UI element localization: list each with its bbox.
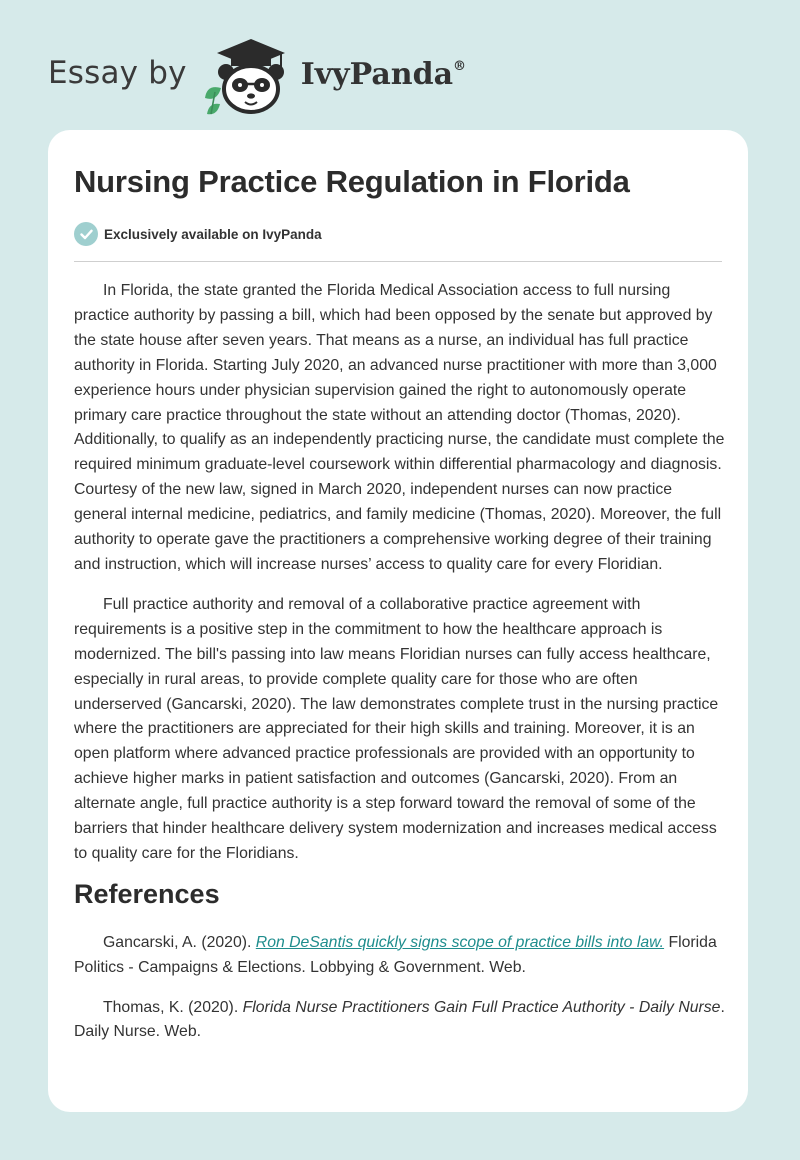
paragraph: In Florida, the state granted the Florida Medical Association access to full nursing practice authority by passing a bill, which had been opposed by the senate but approved by the state house after seven years. That means as a nurse, an individual has full practice authority in Florida. Starting July 2020, an advanced nurse practitioner with more than 3,000 experience hours under physician supervision gained the right to autonomously operate primary care practice throughout the state without an attending doctor (Thomas, 2020). Additionally, to qualify as an independently practicing nurse, the candidate must complete the required minimum graduate-level coursework within differential pharmacology and diagnosis. Courtesy of the new law, signed in March 2020, independent nurses can now practice general internal medicine, pediatrics, and family medicine (Thomas, 2020). Moreover, the full authority to operate gave the practitioners a comprehensive working degree of their training and instruction, which will increase nurses’ access to quality care for every Floridian. [74, 282, 725, 573]
references-heading: References [74, 878, 220, 909]
divider [74, 261, 722, 262]
essay-card [48, 130, 748, 1112]
paragraph: Full practice authority and removal of a collaborative practice agreement with requirements is a positive step in the commitment to how the healthcare approach is modernized. The bill's passing into law means Floridian nurses can fully access healthcare, especially in rural areas, to provide complete quality care for those who are often underserved (Gancarski, 2020). The law demonstrates complete trust in the nursing practice where the practitioners are appreciated for their high skills and training. Moreover, it is an open platform where advanced practice professionals are provided with an opportunity to achieve higher marks in patient satisfaction and outcomes (Gancarski, 2020). From an alternate angle, full practice authority is a step forward toward the removal of some of the barriers that hinder healthcare delivery system modernization and increases medical access to quality care for the Floridians. [74, 595, 719, 862]
reference-prefix: Gancarski, A. (2020). [103, 933, 256, 951]
reference-item [74, 996, 726, 1046]
essay-by-label: Essay by [48, 55, 187, 91]
reference-link[interactable]: Ron DeSantis quickly signs scope of practice bills into law. [255, 933, 665, 951]
reference-title: Florida Nurse Practitioners Gain Full Practice Authority - Daily Nurse [242, 998, 721, 1016]
site-header [48, 36, 648, 116]
essay-body [74, 279, 726, 1060]
registered-mark: ® [453, 58, 467, 74]
check-circle-icon [74, 222, 98, 246]
reference-prefix: Thomas, K. (2020). [103, 998, 243, 1016]
exclusive-badge [74, 222, 322, 246]
panda-logo-icon[interactable] [201, 36, 297, 116]
brand-name[interactable]: IvyPanda® [300, 56, 467, 92]
reference-item [74, 931, 726, 981]
badge-label: Exclusively available on IvyPanda [104, 226, 322, 242]
page-title: Nursing Practice Regulation in Florida [74, 164, 630, 199]
reference-suffix: . Daily Nurse. Web. [74, 998, 725, 1041]
reference-suffix: Florida Politics - Campaigns & Elections. Lobbying & Government. Web. [74, 933, 717, 976]
